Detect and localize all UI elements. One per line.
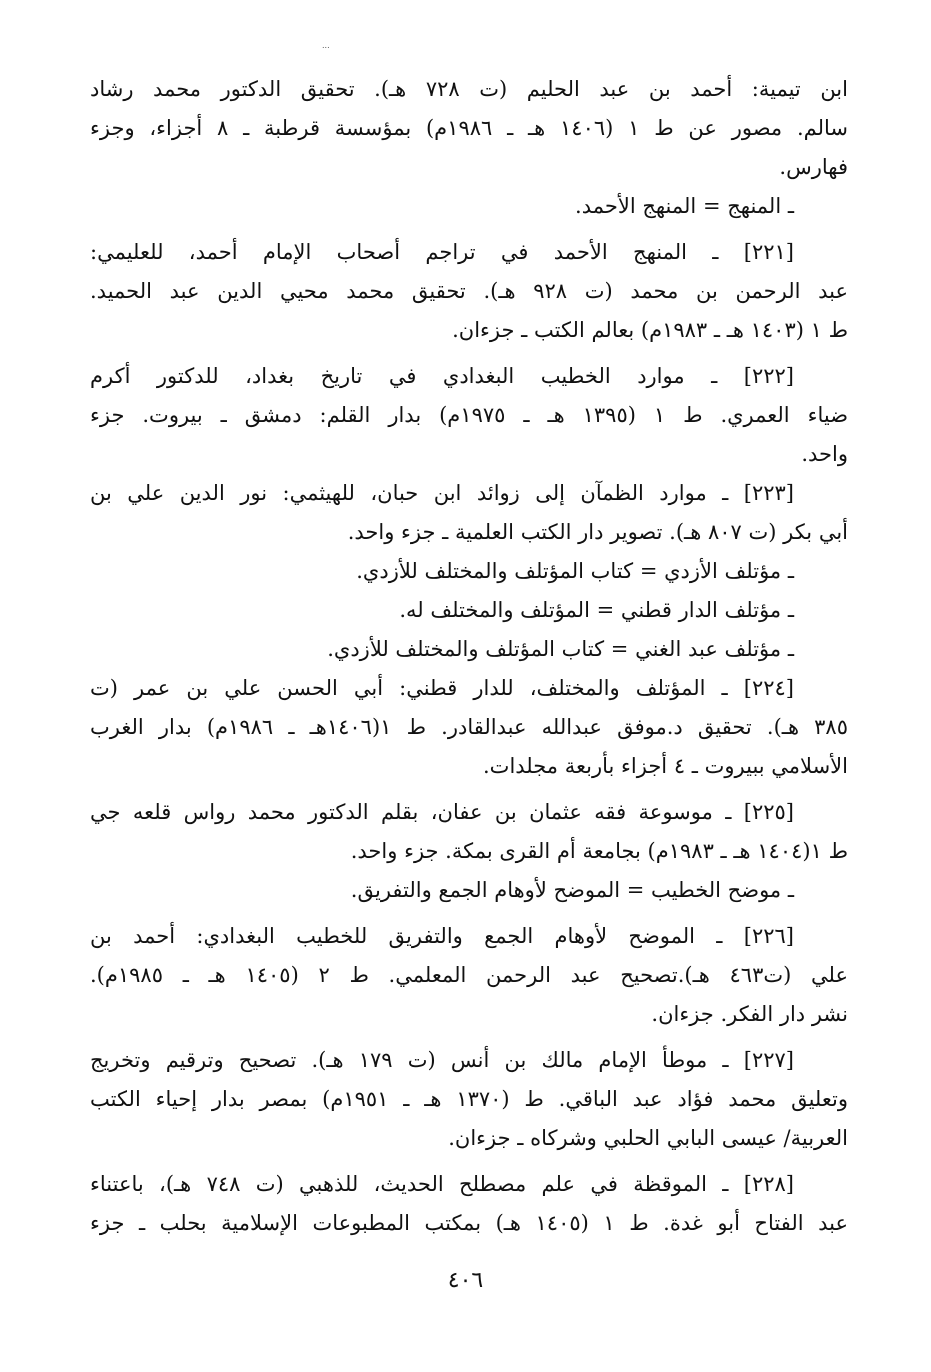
entry-line: ط ١(١٤٠٤ هـ ـ ١٩٨٣م) بجامعة أم القرى بمكة. جزء واحد. (350, 839, 848, 863)
bibliography-entry (90, 669, 848, 786)
cross-reference (90, 187, 848, 226)
entry-line: عبد الفتاح أبو غدة. ط ١ (١٤٠٥ هـ) بمكتب المطبوعات الإسلامية بحلب ـ جزء (90, 1211, 849, 1235)
entry-line: وتعليق محمد فؤاد عبد الباقي. ط (١٣٧٠ هـ ـ ١٩٥١م) بمصر بدار إحياء الكتب (90, 1087, 848, 1111)
entry-line: عبد الرحمن بن محمد (ت ٩٢٨ هـ). تحقيق محمد محيي الدين عبد الحميد. (90, 279, 848, 303)
cross-reference-line: ـ مؤتلف الأزدي = كتاب المؤتلف والمختلف للأزدي. (356, 559, 794, 583)
bibliography-entry (90, 357, 848, 474)
entry-heading-line: [٢٢٨] ـ الموقظة في علم مصطلح الحديث، للذهبي (ت ٧٤٨ هـ)، باعتناء (90, 1172, 794, 1196)
scan-speck: ... (322, 41, 330, 50)
entry-line: ط ١ (١٤٠٣ هـ ـ ١٩٨٣م) بعالم الكتب ـ جزءان. (452, 318, 848, 342)
entry-line: ضياء العمري. ط ١ (١٣٩٥ هـ ـ ١٩٧٥م) بدار القلم: دمشق ـ بيروت. جزء (90, 403, 849, 427)
bibliography-list (90, 70, 848, 1243)
bibliography-entry (90, 1041, 848, 1158)
entry-line: الأسلامي ببيروت ـ ٤ أجزاء بأربعة مجلدات. (483, 754, 848, 778)
entry-heading-line: [٢٢٥] ـ موسوعة فقه عثمان بن عفان، بقلم الدكتور محمد رواس قلعه جي (90, 800, 794, 824)
entry-heading-line: [٢٢٧] ـ موطأ الإمام مالك بن أنس (ت ١٧٩ هـ). تصحيح وترقيم وتخريج (90, 1048, 794, 1072)
bibliography-entry (90, 474, 848, 669)
entry-line: ابن تيمية: أحمد بن عبد الحليم (ت ٧٢٨ هـ). تحقيق الدكتور محمد رشاد (90, 77, 848, 101)
entry-heading-line: [٢٢١] ـ المنهج الأحمد في تراجم أصحاب الإمام أحمد، للعليمي: (90, 240, 794, 264)
bibliography-entry (90, 917, 848, 1034)
entry-heading-line: [٢٢٤] ـ المؤتلف والمختلف، للدار قطني: أبي الحسن علي بن عمر (ت (90, 676, 794, 700)
entry-line: العربية/ عيسى البابي الحلبي وشركاه ـ جزءان. (448, 1126, 848, 1150)
bibliography-entry (90, 70, 848, 187)
entry-line: سالم. مصور عن ط ١ (١٤٠٦ هـ ـ ١٩٨٦م) بمؤسسة قرطبة ـ ٨ أجزاء، وجزء (90, 116, 848, 140)
entry-line: نشر دار الفكر. جزءان. (651, 1002, 848, 1026)
cross-reference-line: ـ مؤتلف الدار قطني = المؤتلف والمختلف له. (399, 598, 794, 622)
entry-line: أبي بكر (ت ٨٠٧ هـ). تصوير دار الكتب العلمية ـ جزء واحد. (347, 520, 848, 544)
page-number: ٤٠٦ (447, 1268, 484, 1293)
cross-reference-line: ـ مؤتلف عبد الغني = كتاب المؤتلف والمختلف للأزدي. (327, 637, 794, 661)
entry-heading-line: [٢٢٦] ـ الموضح لأوهام الجمع والتفريق للخطيب البغدادي: أحمد بن (90, 924, 794, 948)
entry-line: فهارس. (779, 155, 848, 179)
entry-line: ٣٨٥ هـ). تحقيق د.موفق عبدالله عبدالقادر. ط ١(١٤٠٦هـ ـ ١٩٨٦م) بدار الغرب (90, 715, 848, 739)
entry-line: علي (ت٤٦٣ هـ).تصحيح عبد الرحمن المعلمي. ط ٢ (١٤٠٥ هـ ـ ١٩٨٥م). (90, 963, 848, 987)
bibliography-entry (90, 793, 848, 910)
bibliography-entry (90, 233, 848, 350)
cross-reference-line: ـ المنهج = المنهج الأحمد. (575, 194, 794, 218)
bibliography-entry (90, 1165, 848, 1243)
entry-heading-line: [٢٢٢] ـ موارد الخطيب البغدادي في تاريخ بغداد، للدكتور أكرم (90, 364, 794, 388)
entry-heading-line: [٢٢٣] ـ موارد الظمآن إلى زوائد ابن حبان، للهيثمي: نور الدين علي بن (90, 481, 794, 505)
cross-reference-line: ـ موضح الخطيب = الموضح لأوهام الجمع والتفريق. (350, 878, 794, 902)
entry-line: واحد. (801, 442, 848, 466)
